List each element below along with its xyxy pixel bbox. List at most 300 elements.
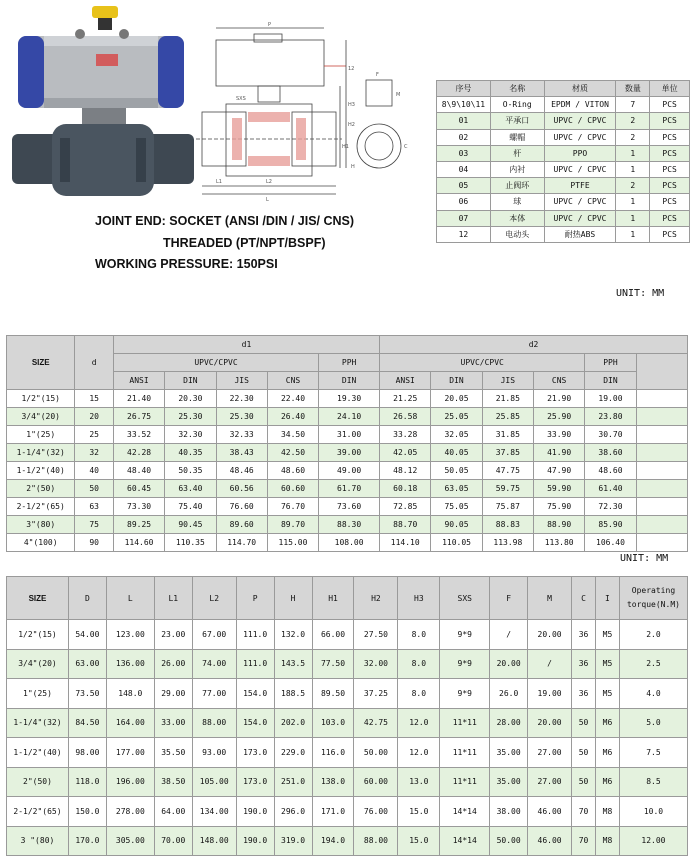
dims2-row	[7, 708, 688, 738]
sub-header: ANSI	[380, 372, 431, 390]
table-cell: 116.0	[312, 738, 354, 768]
table-cell: 11*11	[440, 708, 490, 738]
table-cell: 72.85	[380, 498, 431, 516]
table-cell: 46.00	[528, 826, 572, 856]
table-cell: 35.50	[154, 738, 192, 768]
table-cell: 188.5	[274, 679, 312, 709]
table-cell: 2.5	[619, 649, 687, 679]
table-cell: 46.00	[528, 797, 572, 827]
table-cell: 24.10	[319, 408, 380, 426]
table-cell: 89.50	[312, 679, 354, 709]
table-cell: 66.00	[312, 620, 354, 650]
table-cell: 138.0	[312, 767, 354, 797]
table-cell: 2.0	[619, 620, 687, 650]
table-cell: 49.00	[319, 462, 380, 480]
dims2-header: D	[68, 577, 106, 620]
table-cell: M6	[595, 767, 619, 797]
table-cell: 2"(50)	[7, 480, 75, 498]
table-cell: 90.45	[165, 516, 216, 534]
table-cell: 48.46	[216, 462, 267, 480]
table-cell: UPVC / CPVC	[544, 210, 616, 226]
table-cell: 20.00	[528, 620, 572, 650]
table-cell: 42.50	[267, 444, 318, 462]
table-cell: 88.70	[380, 516, 431, 534]
table-cell: 114.10	[380, 534, 431, 552]
table-cell: 229.0	[274, 738, 312, 768]
table-cell: 136.00	[106, 649, 154, 679]
table-cell: 93.00	[192, 738, 236, 768]
table-cell: PTFE	[544, 178, 616, 194]
table-cell: 63.40	[165, 480, 216, 498]
table-cell: 30.70	[585, 426, 636, 444]
table-cell: 1-1/4"(32)	[7, 444, 75, 462]
table-cell: 88.83	[482, 516, 533, 534]
table-cell: 2"(50)	[7, 767, 69, 797]
table-cell: 12.0	[398, 708, 440, 738]
parts-row	[437, 161, 690, 177]
dims2-row	[7, 649, 688, 679]
sub-header: CNS	[534, 372, 585, 390]
dims2-row	[7, 620, 688, 650]
table-cell: 1	[616, 161, 650, 177]
blank-cell	[636, 516, 687, 534]
table-cell: 42.75	[354, 708, 398, 738]
table-cell: 73.60	[319, 498, 380, 516]
dims2-header: I	[595, 577, 619, 620]
table-cell: 26.75	[113, 408, 164, 426]
table-cell: PCS	[650, 210, 690, 226]
drawing-label: L2	[266, 179, 272, 185]
table-cell: 278.00	[106, 797, 154, 827]
upvc-header: UPVC/CPVC	[113, 354, 318, 372]
operating-torque-header	[619, 577, 687, 620]
table-cell: 60.60	[267, 480, 318, 498]
table-cell: 2-1/2"(65)	[7, 797, 69, 827]
table-cell: 杆	[490, 145, 544, 161]
table-cell: 48.12	[380, 462, 431, 480]
table-cell: 1/2"(15)	[7, 620, 69, 650]
table-cell: 73.50	[68, 679, 106, 709]
table-cell: 26.0	[490, 679, 528, 709]
table-cell: 114.70	[216, 534, 267, 552]
table-cell: PCS	[650, 161, 690, 177]
table-cell: 60.18	[380, 480, 431, 498]
technical-drawing	[196, 18, 428, 203]
drawing-label: 12	[348, 66, 355, 72]
table-cell: 05	[437, 178, 491, 194]
dims1-row	[7, 408, 688, 426]
table-cell: 48.60	[585, 462, 636, 480]
table-cell: 31.00	[319, 426, 380, 444]
table-cell: 305.00	[106, 826, 154, 856]
dims2-header: L	[106, 577, 154, 620]
blank-cell	[636, 480, 687, 498]
table-cell: 61.70	[319, 480, 380, 498]
drawing-label: H2	[348, 122, 355, 128]
table-cell: 170.0	[68, 826, 106, 856]
parts-row	[437, 145, 690, 161]
dims2-header: H1	[312, 577, 354, 620]
dims1-row	[7, 480, 688, 498]
table-cell: 173.0	[236, 738, 274, 768]
table-cell: 70	[572, 826, 596, 856]
table-cell: 50.05	[431, 462, 482, 480]
table-cell: 63.05	[431, 480, 482, 498]
parts-row	[437, 210, 690, 226]
table-cell: 90.05	[431, 516, 482, 534]
parts-header: 材质	[544, 81, 616, 97]
blank-cell	[636, 408, 687, 426]
table-cell: 77.00	[192, 679, 236, 709]
table-cell: 74.00	[192, 649, 236, 679]
table-cell: 47.75	[482, 462, 533, 480]
table-cell: 20.00	[490, 649, 528, 679]
table-cell: 25.30	[165, 408, 216, 426]
table-cell: 63.00	[68, 649, 106, 679]
table-cell: 33.90	[534, 426, 585, 444]
table-cell: PCS	[650, 226, 690, 242]
table-cell: 50	[572, 767, 596, 797]
table-cell: M8	[595, 826, 619, 856]
table-cell: 12.0	[398, 738, 440, 768]
table-cell: 25.85	[482, 408, 533, 426]
table-cell: 37.25	[354, 679, 398, 709]
table-cell: 148.00	[192, 826, 236, 856]
table-cell: 50	[572, 738, 596, 768]
table-cell: 76.00	[354, 797, 398, 827]
drawing-label: H	[351, 164, 355, 170]
table-cell: 15	[75, 390, 113, 408]
d2-header: d2	[380, 336, 688, 354]
dims2-header: P	[236, 577, 274, 620]
dims2-header: L2	[192, 577, 236, 620]
table-cell: 42.28	[113, 444, 164, 462]
parts-header: 序号	[437, 81, 491, 97]
dims2-header: M	[528, 577, 572, 620]
table-cell: 76.60	[216, 498, 267, 516]
table-cell: 154.0	[236, 679, 274, 709]
table-cell: 75.87	[482, 498, 533, 516]
table-cell: EPDM / VITON	[544, 97, 616, 113]
table-cell: 01	[437, 113, 491, 129]
table-cell: 止阀环	[490, 178, 544, 194]
upvc-header: UPVC/CPVC	[380, 354, 585, 372]
table-cell: 103.0	[312, 708, 354, 738]
table-cell: 196.00	[106, 767, 154, 797]
table-cell: 173.0	[236, 767, 274, 797]
table-cell: 89.60	[216, 516, 267, 534]
table-cell: 20.00	[528, 708, 572, 738]
table-cell: 电动头	[490, 226, 544, 242]
size-header: SIZE	[7, 336, 75, 390]
working-pressure-text: WORKING PRESSURE: 150PSI	[95, 257, 278, 271]
table-cell: 98.00	[68, 738, 106, 768]
table-cell: 50	[75, 480, 113, 498]
table-cell: 110.35	[165, 534, 216, 552]
table-cell: 32.30	[165, 426, 216, 444]
table-cell: 60.45	[113, 480, 164, 498]
sub-header: ANSI	[113, 372, 164, 390]
product-photo	[12, 6, 194, 206]
table-cell: 60.56	[216, 480, 267, 498]
table-cell: 84.50	[68, 708, 106, 738]
table-cell: 40.05	[431, 444, 482, 462]
table-cell: 12	[437, 226, 491, 242]
table-cell: 32	[75, 444, 113, 462]
table-cell: 26.40	[267, 408, 318, 426]
table-cell: UPVC / CPVC	[544, 161, 616, 177]
table-cell: 27.00	[528, 767, 572, 797]
table-cell: 75	[75, 516, 113, 534]
table-cell: 75.90	[534, 498, 585, 516]
table-cell: 29.00	[154, 679, 192, 709]
table-cell: PCS	[650, 194, 690, 210]
table-cell: 37.85	[482, 444, 533, 462]
drawing-label: P	[268, 22, 272, 28]
table-cell: 76.70	[267, 498, 318, 516]
table-cell: 59.90	[534, 480, 585, 498]
table-cell: 15.0	[398, 826, 440, 856]
parts-row	[437, 113, 690, 129]
dims1-row	[7, 516, 688, 534]
table-cell: 89.70	[267, 516, 318, 534]
table-cell: 190.0	[236, 826, 274, 856]
table-cell: 123.00	[106, 620, 154, 650]
table-cell: M5	[595, 620, 619, 650]
table-cell: 21.90	[534, 390, 585, 408]
table-cell: 154.0	[236, 708, 274, 738]
table-cell: 143.5	[274, 649, 312, 679]
table-cell: 41.90	[534, 444, 585, 462]
table-cell: 20.05	[431, 390, 482, 408]
d1-header: d1	[113, 336, 379, 354]
table-cell: 32.33	[216, 426, 267, 444]
table-cell: 5.0	[619, 708, 687, 738]
table-cell: 33.00	[154, 708, 192, 738]
table-cell: 8\9\10\11	[437, 97, 491, 113]
joint-end-text: JOINT END: SOCKET (ANSI /DIN / JIS/ CNS)	[95, 214, 355, 228]
table-cell: 15.0	[398, 797, 440, 827]
table-cell: 26.58	[380, 408, 431, 426]
table-cell: 耐热ABS	[544, 226, 616, 242]
table-cell: 20.30	[165, 390, 216, 408]
table-cell: 8.5	[619, 767, 687, 797]
table-cell: 150.0	[68, 797, 106, 827]
table-cell: 115.00	[267, 534, 318, 552]
table-cell: 3/4"(20)	[7, 408, 75, 426]
table-cell: 110.05	[431, 534, 482, 552]
table-cell: 134.00	[192, 797, 236, 827]
threaded-text: THREADED (PT/NPT/BSPF)	[163, 236, 326, 250]
pph-header: PPH	[585, 354, 636, 372]
table-cell: 36	[572, 620, 596, 650]
table-cell: 75.05	[431, 498, 482, 516]
sub-header: DIN	[319, 372, 380, 390]
table-cell: 38.60	[585, 444, 636, 462]
sub-header: JIS	[216, 372, 267, 390]
table-cell: 11*11	[440, 767, 490, 797]
table-cell: 27.50	[354, 620, 398, 650]
table-cell: O-Ring	[490, 97, 544, 113]
parts-header-row	[437, 81, 690, 97]
table-cell: 1-1/4"(32)	[7, 708, 69, 738]
table-cell: 164.00	[106, 708, 154, 738]
table-cell: 23.80	[585, 408, 636, 426]
parts-row	[437, 226, 690, 242]
table-cell: PCS	[650, 145, 690, 161]
table-cell: PCS	[650, 178, 690, 194]
table-cell: 48.60	[267, 462, 318, 480]
table-cell: 1	[616, 194, 650, 210]
table-cell: 63	[75, 498, 113, 516]
table-cell: 42.05	[380, 444, 431, 462]
blank-cell	[636, 444, 687, 462]
table-cell: 111.0	[236, 620, 274, 650]
table-cell: 4.0	[619, 679, 687, 709]
table-cell: 88.30	[319, 516, 380, 534]
table-cell: 7.5	[619, 738, 687, 768]
table-cell: 2-1/2"(65)	[7, 498, 75, 516]
dims2-header: L1	[154, 577, 192, 620]
unit-label: UNIT: MM	[616, 288, 665, 299]
table-cell: 4"(100)	[7, 534, 75, 552]
table-cell: 8.0	[398, 620, 440, 650]
parts-row	[437, 178, 690, 194]
table-cell: 9*9	[440, 679, 490, 709]
blank-cell	[636, 498, 687, 516]
table-cell: 88.90	[534, 516, 585, 534]
table-cell: 1	[616, 210, 650, 226]
table-cell: 36	[572, 679, 596, 709]
table-cell: 38.50	[154, 767, 192, 797]
table-cell: 9*9	[440, 649, 490, 679]
table-cell: 40.35	[165, 444, 216, 462]
dims1-row	[7, 444, 688, 462]
sub-header: CNS	[267, 372, 318, 390]
dims2-row	[7, 738, 688, 768]
table-cell: 22.40	[267, 390, 318, 408]
dims1-row	[7, 426, 688, 444]
table-cell: 25.05	[431, 408, 482, 426]
dimension-table-d	[6, 335, 688, 552]
table-cell: 32.05	[431, 426, 482, 444]
table-cell: 296.0	[274, 797, 312, 827]
dims2-header: H2	[354, 577, 398, 620]
table-cell: 25	[75, 426, 113, 444]
blank-header	[636, 354, 687, 390]
table-cell: M6	[595, 738, 619, 768]
table-cell: M8	[595, 797, 619, 827]
table-cell: 20	[75, 408, 113, 426]
dimension-table-main	[6, 576, 688, 856]
table-cell: PPO	[544, 145, 616, 161]
dims2-row	[7, 679, 688, 709]
table-cell: 平承口	[490, 113, 544, 129]
table-cell: 59.75	[482, 480, 533, 498]
dims2-row	[7, 797, 688, 827]
sub-header: DIN	[585, 372, 636, 390]
parts-header: 单位	[650, 81, 690, 97]
table-cell: M5	[595, 679, 619, 709]
table-cell: 1"(25)	[7, 679, 69, 709]
table-cell: M6	[595, 708, 619, 738]
table-cell: 108.00	[319, 534, 380, 552]
table-cell: 171.0	[312, 797, 354, 827]
table-cell: 38.43	[216, 444, 267, 462]
table-cell: 35.00	[490, 738, 528, 768]
table-cell: 90	[75, 534, 113, 552]
table-cell: 本体	[490, 210, 544, 226]
table-cell: 77.50	[312, 649, 354, 679]
table-cell: /	[490, 620, 528, 650]
table-cell: 25.30	[216, 408, 267, 426]
table-cell: 3/4"(20)	[7, 649, 69, 679]
table-cell: 50.35	[165, 462, 216, 480]
table-cell: 132.0	[274, 620, 312, 650]
table-cell: 47.90	[534, 462, 585, 480]
table-cell: 1/2"(15)	[7, 390, 75, 408]
table-cell: 3 "(80)	[7, 826, 69, 856]
table-cell: 2	[616, 178, 650, 194]
dims2-header: H	[274, 577, 312, 620]
table-cell: 7	[616, 97, 650, 113]
pph-header: PPH	[319, 354, 380, 372]
table-cell: UPVC / CPVC	[544, 194, 616, 210]
op-line2: torque(N.M)	[626, 600, 680, 609]
table-cell: PCS	[650, 97, 690, 113]
table-cell: 50.00	[354, 738, 398, 768]
table-cell: 34.50	[267, 426, 318, 444]
table-cell: 02	[437, 129, 491, 145]
drawing-label: L	[266, 197, 269, 203]
table-cell: 06	[437, 194, 491, 210]
table-cell: 1"(25)	[7, 426, 75, 444]
table-cell: 36	[572, 649, 596, 679]
table-cell: 03	[437, 145, 491, 161]
sub-header: JIS	[482, 372, 533, 390]
parts-row	[437, 97, 690, 113]
table-cell: 19.00	[528, 679, 572, 709]
table-cell: 04	[437, 161, 491, 177]
table-cell: 1-1/2"(40)	[7, 462, 75, 480]
drawing-label: M	[396, 92, 401, 98]
table-cell: 67.00	[192, 620, 236, 650]
table-cell: 73.30	[113, 498, 164, 516]
table-cell: 148.0	[106, 679, 154, 709]
drawing-label: F	[376, 72, 379, 78]
table-cell: 13.0	[398, 767, 440, 797]
drawing-label: H3	[348, 102, 355, 108]
table-cell: 27.00	[528, 738, 572, 768]
table-cell: 111.0	[236, 649, 274, 679]
table-cell: 12.00	[619, 826, 687, 856]
table-cell: 194.0	[312, 826, 354, 856]
table-cell: 202.0	[274, 708, 312, 738]
blank-cell	[636, 390, 687, 408]
table-cell: 89.25	[113, 516, 164, 534]
dims1-row	[7, 390, 688, 408]
table-cell: 61.40	[585, 480, 636, 498]
table-cell: 19.00	[585, 390, 636, 408]
table-cell: 14*14	[440, 797, 490, 827]
table-cell: 3"(80)	[7, 516, 75, 534]
parts-row	[437, 194, 690, 210]
table-cell: 70.00	[154, 826, 192, 856]
table-cell: 内衬	[490, 161, 544, 177]
table-cell: 88.00	[192, 708, 236, 738]
table-cell: 10.0	[619, 797, 687, 827]
table-cell: 螺帽	[490, 129, 544, 145]
